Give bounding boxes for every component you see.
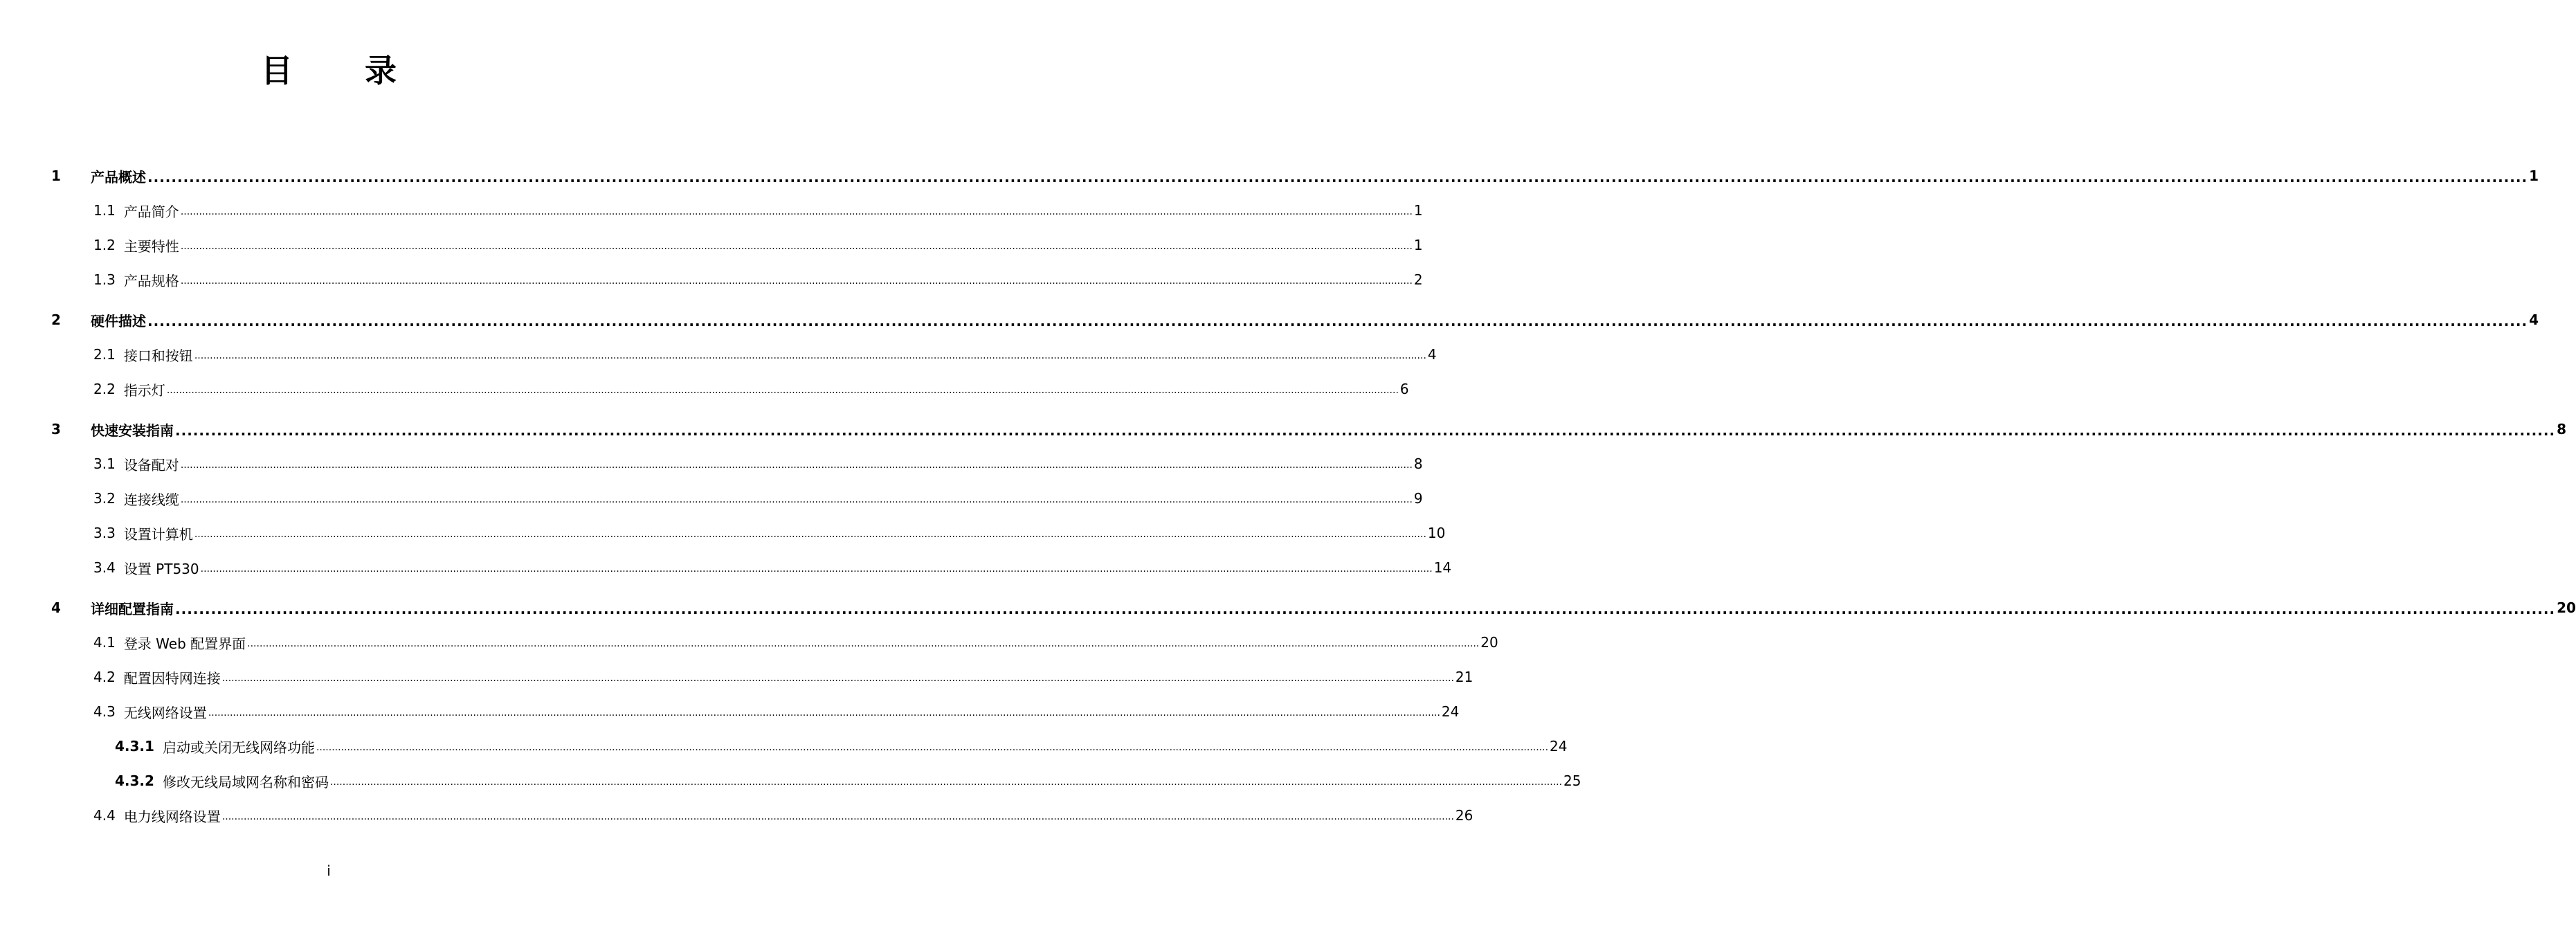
dot-leader: ................................................................................................................................................................................................................................................................................................................................................................................................................ bbox=[247, 638, 1480, 649]
toc-entry-1-3[interactable] bbox=[93, 269, 1423, 290]
toc-entry-number: 3.1 bbox=[93, 455, 116, 472]
toc-entry-page: 1 bbox=[1413, 237, 1423, 253]
dot-leader: ................................................................................................................................................................................................................................................................................................................................................................................................................ bbox=[166, 385, 1399, 396]
toc-entry-page: 14 bbox=[1433, 559, 1452, 576]
toc-entry-title: 设备配对 bbox=[123, 456, 179, 473]
toc-entry-4-3[interactable] bbox=[93, 701, 1460, 722]
toc-entry-number: 3.4 bbox=[93, 559, 116, 576]
toc-entry-4-1[interactable] bbox=[93, 632, 1498, 653]
toc-entry-number: 2.1 bbox=[93, 346, 116, 363]
toc-entry-title: 连接线缆 bbox=[123, 491, 179, 508]
toc-entry-number: 4.3 bbox=[93, 703, 116, 720]
dot-leader: ................................................................................................................................................................................................................................................................................................................................................................................................................ bbox=[175, 422, 2556, 439]
toc-entry-page: 26 bbox=[1455, 807, 1473, 824]
dot-leader: ................................................................................................................................................................................................................................................................................................................................................................................................................ bbox=[180, 460, 1413, 471]
toc-entry-number: 1.2 bbox=[93, 237, 116, 253]
toc-entry-number: 4.3.1 bbox=[115, 738, 154, 754]
toc-entry-title: 快速安装指南 bbox=[91, 422, 174, 439]
dot-leader: ................................................................................................................................................................................................................................................................................................................................................................................................................ bbox=[147, 169, 2528, 186]
dot-leader: ................................................................................................................................................................................................................................................................................................................................................................................................................ bbox=[147, 313, 2528, 329]
toc-entry-page: 10 bbox=[1427, 525, 1446, 541]
toc-entry-1[interactable] bbox=[51, 165, 2539, 186]
dot-leader: ................................................................................................................................................................................................................................................................................................................................................................................................................ bbox=[180, 275, 1413, 287]
toc-entry-number: 4.1 bbox=[93, 634, 116, 651]
toc-entry-number: 4.4 bbox=[93, 807, 116, 824]
dot-leader: ................................................................................................................................................................................................................................................................................................................................................................................................................ bbox=[221, 673, 1454, 684]
toc-entry-page: 1 bbox=[2529, 168, 2539, 184]
toc-entry-page: 4 bbox=[1427, 346, 1437, 363]
toc-entry-page: 9 bbox=[1413, 490, 1423, 507]
toc-entry-3-3[interactable] bbox=[93, 523, 1446, 543]
toc-entry-number: 1 bbox=[51, 168, 61, 184]
toc-entry-2-1[interactable] bbox=[93, 344, 1437, 365]
toc-entry-4-3-2[interactable] bbox=[115, 770, 1581, 791]
dot-leader: ................................................................................................................................................................................................................................................................................................................................................................................................................ bbox=[194, 529, 1426, 540]
toc-entry-page: 6 bbox=[1399, 381, 1409, 397]
dot-leader: ................................................................................................................................................................................................................................................................................................................................................................................................................ bbox=[221, 811, 1454, 822]
toc-entry-page: 24 bbox=[1550, 738, 1568, 754]
toc-entry-title: 登录 Web 配置界面 bbox=[123, 635, 246, 652]
toc-entry-2-2[interactable] bbox=[93, 379, 1409, 399]
toc-entry-number: 2.2 bbox=[93, 381, 116, 397]
toc-entry-title: 硬件描述 bbox=[91, 312, 146, 329]
toc-entry-page: 24 bbox=[1441, 703, 1460, 720]
dot-leader: ................................................................................................................................................................................................................................................................................................................................................................................................................ bbox=[194, 350, 1426, 361]
toc-entry-title: 接口和按钮 bbox=[123, 347, 193, 364]
dot-leader: ................................................................................................................................................................................................................................................................................................................................................................................................................ bbox=[180, 206, 1413, 217]
toc-entry-3[interactable] bbox=[51, 419, 2566, 440]
toc-entry-number: 3.2 bbox=[93, 490, 116, 507]
toc-entry-number: 3.3 bbox=[93, 525, 116, 541]
dot-leader: ................................................................................................................................................................................................................................................................................................................................................................................................................ bbox=[180, 241, 1413, 252]
toc-entry-title: 设置计算机 bbox=[123, 525, 193, 543]
toc-entry-3-2[interactable] bbox=[93, 488, 1423, 509]
toc-entry-1-2[interactable] bbox=[93, 235, 1423, 255]
dot-leader: ................................................................................................................................................................................................................................................................................................................................................................................................................ bbox=[200, 563, 1433, 575]
toc-entry-title: 主要特性 bbox=[123, 237, 179, 255]
toc-entry-number: 4.3.2 bbox=[115, 772, 154, 789]
toc-entry-number: 1.1 bbox=[93, 202, 116, 219]
page-title: 目 录 bbox=[260, 52, 427, 89]
dot-leader: ................................................................................................................................................................................................................................................................................................................................................................................................................ bbox=[316, 742, 1549, 753]
toc-entry-page: 4 bbox=[2529, 311, 2539, 328]
toc-entry-number: 4.2 bbox=[93, 669, 116, 685]
dot-leader: ................................................................................................................................................................................................................................................................................................................................................................................................................ bbox=[208, 707, 1440, 718]
dot-leader: ................................................................................................................................................................................................................................................................................................................................................................................................................ bbox=[180, 494, 1413, 505]
toc-entry-4-2[interactable] bbox=[93, 667, 1473, 687]
toc-entry-title: 配置因特网连接 bbox=[123, 669, 221, 687]
toc-entry-1-1[interactable] bbox=[93, 200, 1423, 221]
toc-entry-title: 产品概述 bbox=[91, 168, 146, 186]
dot-leader: ................................................................................................................................................................................................................................................................................................................................................................................................................ bbox=[175, 601, 2556, 617]
toc-entry-page: 2 bbox=[1413, 271, 1423, 288]
page-number: i bbox=[327, 862, 331, 879]
toc-entry-number: 1.3 bbox=[93, 271, 116, 288]
toc-entry-title: 修改无线局域网名称和密码 bbox=[162, 773, 329, 790]
toc-entry-page: 1 bbox=[1413, 202, 1423, 219]
toc-entry-title: 产品规格 bbox=[123, 272, 179, 289]
toc-entry-3-4[interactable] bbox=[93, 557, 1452, 578]
toc-entry-title: 设置 PT530 bbox=[123, 560, 199, 577]
toc-entry-title: 启动或关闭无线网络功能 bbox=[162, 739, 315, 756]
toc-entry-title: 指示灯 bbox=[123, 381, 165, 399]
toc-entry-title: 详细配置指南 bbox=[91, 600, 174, 617]
toc-entry-4-4[interactable] bbox=[93, 805, 1473, 826]
toc-entry-4-3-1[interactable] bbox=[115, 736, 1568, 757]
toc-entry-number: 2 bbox=[51, 311, 61, 328]
toc-entry-page: 8 bbox=[2557, 421, 2566, 437]
toc-entry-title: 产品简介 bbox=[123, 203, 179, 220]
toc-entry-page: 25 bbox=[1563, 772, 1581, 789]
toc-entry-4[interactable] bbox=[51, 597, 2576, 618]
toc-entry-number: 4 bbox=[51, 599, 61, 616]
toc-entry-page: 20 bbox=[2557, 599, 2576, 616]
toc-entry-3-1[interactable] bbox=[93, 453, 1423, 474]
toc-entry-page: 20 bbox=[1480, 634, 1498, 651]
toc-entry-page: 8 bbox=[1413, 455, 1423, 472]
toc-entry-2[interactable] bbox=[51, 309, 2539, 330]
toc-entry-title: 电力线网络设置 bbox=[123, 808, 221, 825]
toc-entry-title: 无线网络设置 bbox=[123, 704, 207, 721]
toc-entry-number: 3 bbox=[51, 421, 61, 437]
toc-entry-page: 21 bbox=[1455, 669, 1473, 685]
dot-leader: ................................................................................................................................................................................................................................................................................................................................................................................................................ bbox=[329, 777, 1563, 788]
